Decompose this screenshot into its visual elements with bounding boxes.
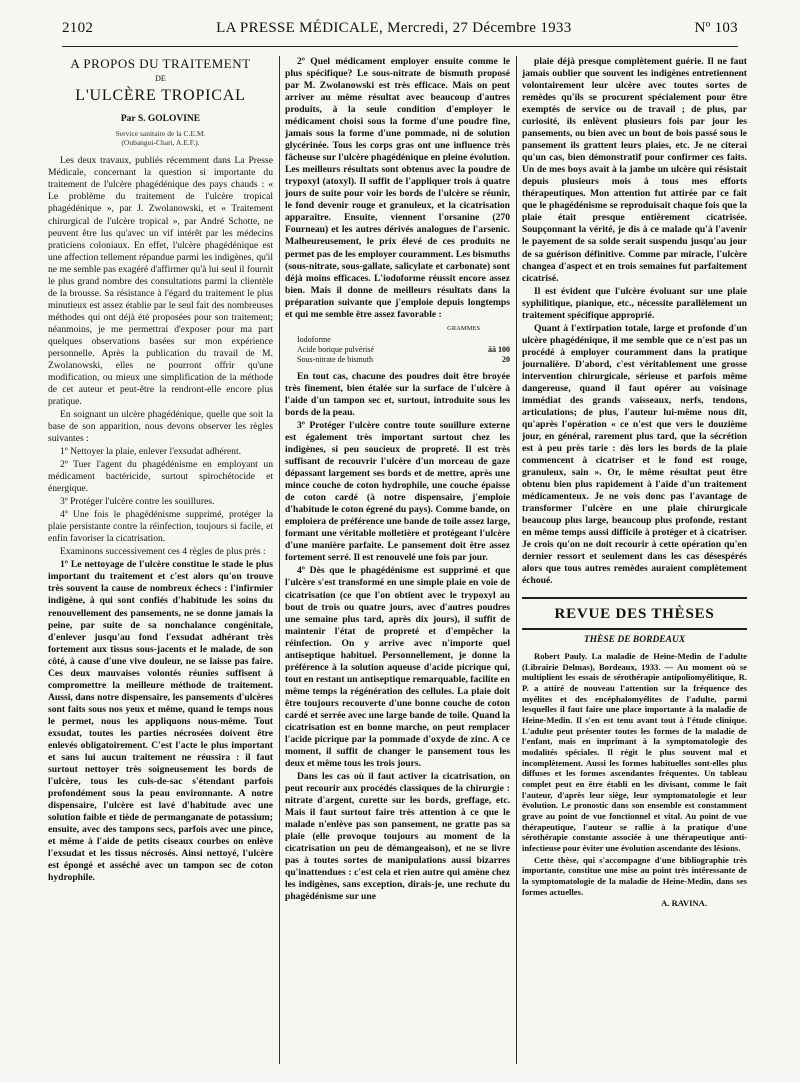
formula-row [297,355,510,365]
formula-item: Sous-nitrate de bismuth [297,354,373,364]
page-header [62,20,738,46]
paragraph: Dans les cas où il faut activer la cicatrisation, on peut recourir aux procédés classiques de la chirurgie : nitrate d'argent, curette sur les bords, greffage, etc. Mais il faut surtout faire très attention à ce que le malade n'enlève pas son pansement, ne gratte pas sa plaie (elle provoque toujours au moment de la cicatrisation un peu de démangeaison), et ne se livre pas à toutes sortes de manipulations aussi bizarres qu'inattendues : c'est cela et rien autre qui amène chez les indigènes, sans exception, dirais-je, une rechute du phagédénisme sur une [285,770,510,903]
paragraph: Les deux travaux, publiés récemment dans La Presse Médicale, concernant la question si importante du traitement de l'ulcère phagédénique des pays chauds : « Le problème du traitement de l'ulcère tropical phagédénique », par J. Zwolanowski, et « Traitement chirurgical de l'ulcère tropical », par André Schotte, ne peuvent être lus qu'avec un vif intérêt par les médecins praticiens coloniaux. En effet, l'ulcère phagédénique est une affection tellement répandue parmi les indigènes, qu'il ne me semble pas exagéré d'affirmer qu'à lui seul il fournit le plus grand nombre des consultations parmi la clientèle de la brousse. Sa résistance à l'égard du traitement le plus minutieux est assez établie par le seul fait des nombreuses méthodes qui ont déjà été proposées pour son traitement; néanmoins, je me permettrai d'exposer pour ma part quelques observations basées sur mon expérience personnelle. Après la publication du travail de M. Zwolanowski, elles ne pourront offrir qu'une modification, ou mieux une simplification de la méthode de cet auteur et peut-être la rendront-elle encore plus pratique. [48,155,273,407]
rule-item: 2º Tuer l'agent du phagédénisme en employant un médicament bactéricide, surtout spirochétocide et énergique. [48,459,273,495]
section-subheading: THÈSE DE BORDEAUX [583,635,686,646]
column-divider [516,56,517,1064]
issue-number: Nº 103 [694,20,738,36]
page-number: 2102 [62,20,94,36]
formula-item: Acide borique pulvérisé [297,344,374,354]
author-affiliation: Service sanitaire de la C.E.M. [115,129,206,139]
article-title-line1: A PROPOS DU TRAITEMENT [70,56,251,71]
column-2 [285,56,510,1066]
formula-value: 20 [502,354,510,364]
paragraph: plaie déjà presque complètement guérie. Il ne faut jamais oublier que souvent les indigènes entretiennent volontairement leur ulcère avec toutes sortes de remèdes qu'ils se procurent spécialement pour être exemptés de service ou de travail ; de plus, par curiosité, ils enlèvent plusieurs fois par jour les pansements, ou bien avec un bout de bois passé sous le pansement ils grattent leurs plaies, etc. Je ne citerai qu'un cas, bien démonstratif pour confirmer ces faits. Un de mes boys avait à la jambe un ulcère qui résistait depuis plusieurs mois à tous mes efforts thérapeutiques. Mon attention fut attirée par ce fait que le phagédénisme se reproduisait chaque fois que la plaie était presque entièrement cicatrisée. Soupçonnant la vérité, je dis à ce malade qu'à l'avenir le payement de sa solde serait suspendu jusqu'au jour de sa guérison définitive. Comme par miracle, l'ulcère changea d'aspect et en trois semaines fut parfaitement cicatrisé. [522,56,747,284]
review-paragraph: Cette thèse, qui s'accompagne d'une bibliographie très importante, constitue une mise au point très intéressante de la symptomatologie de la maladie de Heine-Medin, dans ses formes actuelles. [522,854,747,897]
formula-value: āā 100 [488,344,510,354]
formula-value [470,335,510,345]
paragraph: 3º Protéger l'ulcère contre toute souillure externe est également très important surtout chez les indigènes, si peu soucieux de propreté. Il est très suffisant de recouvrir l'ulcère d'un morceau de gaze dépassant largement ses bords et de mettre, après une mince couche de coton hydrophile, une couche épaisse de coton cardé (à notre dispensaire, j'emploie d'habitude le coton égrené du pays). Comme bande, on emploiera de préférence une bande de toile assez large, formant une véritable molletière et protégeant l'ulcère d'une manière parfaite. Le pansement doit être assez fortement serré. Il est renouvelé une fois par jour. [285,420,510,564]
article-heading [48,56,273,147]
formula-table [297,325,510,365]
article-title-line2: DE [155,74,166,84]
article-title-line3: L'ULCÈRE TROPICAL [75,87,246,105]
journal-title: LA PRESSE MÉDICALE, Mercredi, 27 Décembre 1933 [216,20,572,36]
paragraph: 1º Le nettoyage de l'ulcère constitue le stade le plus important du traitement et c'est alors qu'on trouve très souvent la cause de nombreux échecs : l'infirmier indigène, à qui sont confiés d'habitude les soins du renouvellement des pansements, ne se donne jamais la peine, par suite de sa nonchalance congénitale, d'enlever jusqu'au fond l'exsudat adhérant très fortement aux tissus sous-jacents et le malade, de son côté, à cause d'une vive douleur, ne se laisse pas faire. Ces deux mauvaises volontés réunies suffisent à compromettre la meilleure méthode de traitement. Aussi, dans notre dispensaire, les pansements d'ulcères sont faits sous nos yeux et même, quand le temps nous le permet, nous les appliquons nous-même. Tout exsudat, toutes les parties nécrosées doivent être enlevés obligatoirement. C'est l'acte le plus important et sans lui aucun traitement ne réussira : il faut surtout nettoyer très soigneusement les bords de l'ulcère, tous les culs-de-sac s'étendant parfois profondément sous la peau environnante. A notre dispensaire, l'ulcère est lavé d'habitude avec une solution faible et tiède de permanganate de potassium; ensuite, avec des tampons secs, parfois avec une pince, et même à l'aide de petits ciseaux courbes on enlève l'exsudat et les tissus nécrosés. Ainsi nettoyé, l'ulcère est épongé et asséché avec un tampon sec de coton hydrophile. [48,559,273,884]
article-author: Par S. GOLOVINE [120,114,201,125]
column-3 [522,56,747,1066]
formula-row [297,335,510,345]
paragraph: En soignant un ulcère phagédénique, quelle que soit la base de son apparition, nous devons observer les règles suivantes : [48,409,273,445]
rule-item: 3º Protéger l'ulcère contre les souillures. [60,496,215,508]
rule-item: 1º Nettoyer la plaie, enlever l'exsudat adhérent. [60,446,242,458]
formula-row [297,345,510,355]
author-affiliation-region: (Oubangui-Chari, A.E.F.). [121,138,200,148]
header-rule [62,46,738,47]
paragraph: Examinons successivement ces 4 règles de plus près : [60,546,266,558]
formula-item: Iodoforme [297,334,331,344]
review-paragraph: Robert Pauly. La maladie de Heine-Medin de l'adulte (Librairie Delmas), Bordeaux, 1933. — Au moment où se multiplient les essais de sérothérapie antipoliomyélitique, R. P. a attiré de nouveau l'attention sur la fréquence des myélites et des encéphalomyélites de l'adulte, parmi lesquelles il faut faire une place importante à la maladie de Heine-Medin. Il s'en est tenu avant tout à l'étude clinique. L'adulte peut présenter toutes les formes de la maladie de l'enfant, mais en imprimant à la symptomatologie des modalités spéciales. Il régit le plus souvent mal et incomplètement. Aussi les formes habituelles sont-elles plus diffuses et les formes ascendantes fréquentes. Un tableau complet peut en être établi en les divisant, comme le fait l'auteur, d'après leur siège, leur symptomatologie et leur évolution. Le pronostic dans son ensemble est constamment grave au point de vue fonctionnel et vital. Au point de vue thérapeutique, l'auteur se rallie à la pratique d'une sérothérapie constante associée à une thérapeutique anti-infectieuse pour éviter une évolution ascendante des lésions. [522,651,747,853]
paragraph: Il est évident que l'ulcère évoluant sur une plaie syphilitique, pianique, etc., nécessite parallèlement un traitement spécifique approprié. [522,285,747,321]
paragraph: 2º Quel médicament employer ensuite comme le plus spécifique? Le sous-nitrate de bismuth proposé par M. Zwolanowski est très efficace. Mais on peut arriver au même résultat avec beaucoup d'autres produits, à la seule condition d'employer le médicament choisi sous la forme d'une poudre fine, jamais sous la forme d'une pommade, ni de solution glycérinée. Tous les corps gras ont une influence très fâcheuse sur l'ulcère phagédénique en pleine évolution. Les meilleurs résultats sont obtenus avec la poudre de trypoxyl (atoxyl). Il suffit de l'appliquer trois à quatre jours de suite pour voir les bords de l'ulcère se réunir, le fond devenir rouge et granuleux, et la cicatrisation apparaître. Ensuite, viennent l'orsanine (270 Fourneau) et les autres dérivés analogues de l'arsenic. Malheureusement, le prix élevé de ces produits ne permet pas de les employer couramment. Les bismuths (sous-nitrate, sous-gallate, salicylate et carbonate) sont déjà moins efficaces. L'iodoforme réussit encore assez bien. Mais il donne de meilleurs résultats dans la préparation suivante que j'emploie depuis longtemps et qui me semble être assez favorable : [285,56,510,320]
rule-item: 4º Une fois le phagédénisme supprimé, protéger la plaie persistante contre la réinfection, toujours si facile, et enfin favoriser la cicatrisation. [48,509,273,545]
column-1 [48,56,273,1066]
paragraph: 4º Dès que le phagédénisme est supprimé et que l'ulcère s'est transformé en une simple plaie en voie de cicatrisation (ce que l'on obtient avec le trypoxyl au bout de trois ou quatre jours, avec d'autres poudres une semaine plus tard, après dix jours), il suffit de maintenir l'état de propreté et d'empêcher la réinfection. On y arrive avec n'importe quel antiseptique habituel. Personnellement, je donne la préférence à la solution aqueuse d'acide picrique qui, tout en restant un antiseptique remarquable, facilite en même temps la régénération des cellules. La plaie doit être toujours recouverte d'une bonne couche de coton cardé et serrée avec une large bande de toile. Quand la cicatrisation est en bonne marche, on peut remplacer l'acide picrique par la pommade d'oxyde de zinc. A ce moment, il suffit de changer le pansement tous les deux et même tous les trois jours. [285,565,510,769]
section-heading-theses: REVUE DES THÈSES [522,597,747,630]
formula-unit: GRAMMES [447,324,480,332]
column-divider [279,56,280,1064]
review-signature: A. RAVINA. [661,898,707,909]
paragraph: Quant à l'extirpation totale, large et profonde d'un ulcère phagédénique, il me semble que ce n'est pas un procédé à employer couramment dans la pratique journalière. D'abord, c'est véritablement une grosse intervention chirurgicale, sérieuse et parfois même dangereuse, quand il faut opérer au voisinage immédiat des grands vaisseaux, nerfs, tendons, articulations; de plus, l'auteur lui-même nous dit, qu'après l'opération « ce n'est que vers le douzième jour, en général, rarement plus tard, que la sécrétion est à peu près tarie : dès lors les bords de la plaie commencent à cicatriser et le fond est rouge, granuleux, sain ». Or, le même résultat peut être obtenu bien plus rapidement à l'aide d'un traitement médicamenteux. Je ne vois donc pas l'avantage de transformer l'ulcère en une plaie chirurgicale beaucoup plus large, beaucoup plus profonde, restant en même temps aussi difficile à protéger et à cicatriser. Je crois qu'on ne doit recourir à cette opération qu'en dernier ressort et seulement dans les cas désespérés alors que tous autres remèdes auraient complètement échoué. [522,322,747,587]
paragraph: En tout cas, chacune des poudres doit être broyée très finement, bien étalée sur la surface de l'ulcère à l'aide d'un tampon sec et, surtout, introduite sous les bords de la peau. [285,370,510,419]
